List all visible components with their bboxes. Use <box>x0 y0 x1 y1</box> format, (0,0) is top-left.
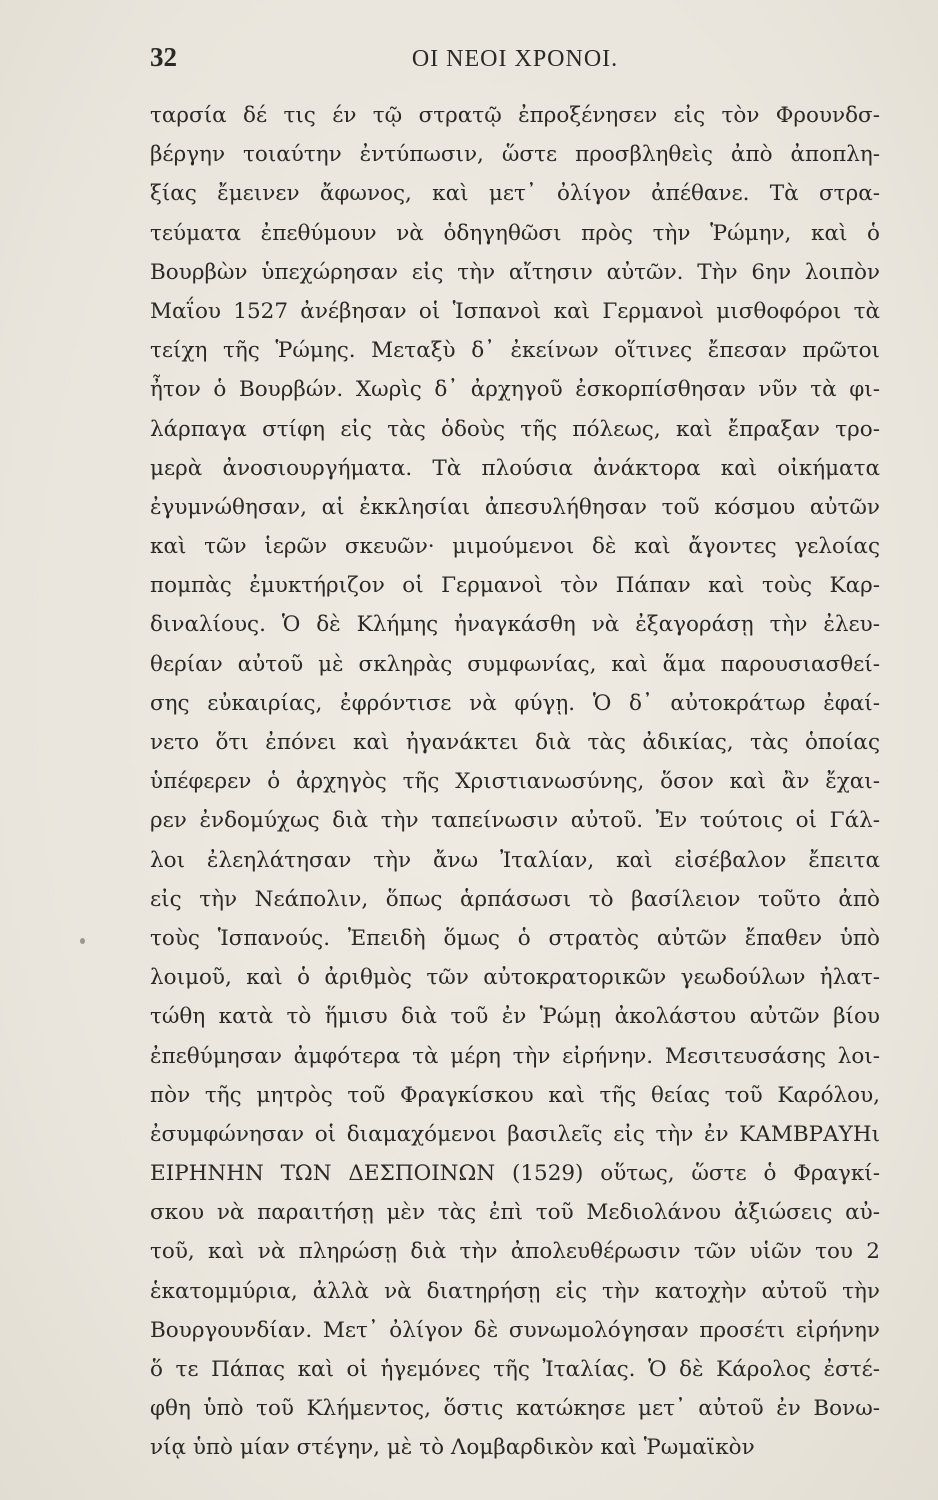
text-line: ἐσυμφώνησαν οἱ διαμαχόμενοι βασιλεῖς εἰς τὴν ἐν ΚΑΜΒΡΑΥΗι <box>150 1121 880 1147</box>
text-line: νετο ὅτι ἐπόνει καὶ ἠγανάκτει διὰ τὰς ἀδικίας, τὰς ὁποίας <box>150 730 880 755</box>
text-line: βέργην τοιαύτην ἐντύπωσιν, ὥστε προσβληθεὶς ἀπὸ ἀποπλη- <box>150 142 880 168</box>
text-line: Βουρβὼν ὑπεχώρησαν εἰς τὴν αἴτησιν αὐτῶν. Τὴν 6ην λοιπὸν <box>150 259 880 285</box>
text-line: τοὺς Ἱσπανούς. Ἐπειδὴ ὅμως ὁ στρατὸς αὐτῶν ἔπαθεν ὑπὸ <box>150 925 880 951</box>
text-line: λοιμοῦ, καὶ ὁ ἀριθμὸς τῶν αὐτοκρατορικῶν γεωδούλων ἠλατ- <box>150 965 880 991</box>
text-line: ΕΙΡΗΝΗΝ ΤΩΝ ΔΕΣΠΟΙΝΩΝ (1529) οὕτως, ὥστε ὁ Φραγκί- <box>150 1161 880 1187</box>
text-line: Μαΐου 1527 ἀνέβησαν οἱ Ἱσπανοὶ καὶ Γερμανοὶ μισθοφόροι τὰ <box>150 298 880 324</box>
text-line: τείχη τῆς Ῥώμης. Μεταξὺ δ᾽ ἐκείνων οἵτινες ἔπεσαν πρῶτοι <box>150 338 880 364</box>
text-line: σκου νὰ παραιτήσῃ μὲν τὰς ἐπὶ τοῦ Μεδιολάνου ἀξιώσεις αὐ- <box>150 1200 880 1226</box>
text-line: ἐπεθύμησαν ἀμφότερα τὰ μέρη τὴν εἰρήνην. Μεσιτευσάσης λοι- <box>150 1043 880 1069</box>
text-line: ἦτον ὁ Βουρβών. Χωρὶς δ᾽ ἀρχηγοῦ ἐσκορπίσθησαν νῦν τὰ φι- <box>150 377 880 403</box>
text-line: σης εὐκαιρίας, ἐφρόντισε νὰ φύγῃ. Ὁ δ᾽ αὐτοκράτωρ ἐφαί- <box>150 690 880 716</box>
text-line: νίᾳ ὑπὸ μίαν στέγην, μὲ τὸ Λομβαρδικὸν καὶ Ῥωμαϊκὸν <box>150 1435 755 1461</box>
ink-speck <box>80 938 85 944</box>
text-line: ρεν ἐνδομύχως διὰ τὴν ταπείνωσιν αὐτοῦ. Ἐν τούτοις οἱ Γάλ- <box>150 808 880 834</box>
text-line: ξίας ἔμεινεν ἄφωνος, καὶ μετ᾽ ὀλίγον ἀπέθανε. Τὰ στρα- <box>150 181 880 207</box>
text-line: τώθη κατὰ τὸ ἥμισυ διὰ τοῦ ἐν Ῥώμῃ ἀκολάστου αὐτῶν βίου <box>150 1004 880 1030</box>
text-line: ἑκατομμύρια, ἀλλὰ νὰ διατηρήσῃ εἰς τὴν κατοχὴν αὐτοῦ τὴν <box>150 1278 880 1304</box>
text-line: ταρσία δέ τις έν τῷ στρατῷ ἐπροξένησεν εἰς τὸν Φρουνδσ- <box>150 103 880 128</box>
text-line: μερὰ ἀνοσιουργήματα. Τὰ πλούσια ἀνάκτορα καὶ οἰκήματα <box>150 455 880 481</box>
text-line: πὸν τῆς μητρὸς τοῦ Φραγκίσκου καὶ τῆς θείας τοῦ Καρόλου, <box>150 1082 880 1108</box>
text-line: τεύματα ἐπεθύμουν νὰ ὁδηγηθῶσι πρὸς τὴν Ῥώμην, καὶ ὁ <box>150 220 880 246</box>
text-line: φθη ὑπὸ τοῦ Κλήμεντος, ὅστις κατώκησε μετ᾽ αὐτοῦ ἐν Βονω- <box>150 1396 880 1422</box>
text-line: τοῦ, καὶ νὰ πληρώσῃ διὰ τὴν ἀπολευθέρωσιν τῶν υἱῶν του 2 <box>150 1239 880 1265</box>
text-line: λοι ἐλεηλάτησαν τὴν ἄνω Ἰταλίαν, καὶ εἰσέβαλον ἔπειτα <box>150 847 880 873</box>
text-line: διναλίους. Ὁ δὲ Κλήμης ἠναγκάσθη νὰ ἐξαγοράσῃ τὴν ἐλευ- <box>150 612 880 638</box>
text-line: εἰς τὴν Νεάπολιν, ὅπως ἁρπάσωσι τὸ βασίλειον τοῦτο ἀπὸ <box>150 886 880 912</box>
text-line: ὑπέφερεν ὁ ἀρχηγὸς τῆς Χριστιανωσύνης, ὅσον καὶ ἂν ἔχαι- <box>150 769 880 795</box>
text-line: ὅ τε Πάπας καὶ οἱ ἡγεμόνες τῆς Ἰταλίας. Ὁ δὲ Κάρολος ἐστέ- <box>150 1357 880 1382</box>
text-line: λάρπαγα στίφη εἰς τὰς ὁδοὺς τῆς πόλεως, καὶ ἔπραξαν τρο- <box>150 416 880 442</box>
running-head: ΟΙ ΝΕΟΙ ΧΡΟΝΟΙ. <box>411 46 619 72</box>
text-line: θερίαν αὐτοῦ μὲ σκληρὰς συμφωνίας, καὶ ἅμα παρουσιασθεί- <box>150 651 880 677</box>
text-line: καὶ τῶν ἱερῶν σκευῶν· μιμούμενοι δὲ καὶ ἄγοντες γελοίας <box>150 534 880 560</box>
text-line: πομπὰς ἐμυκτήριζον οἱ Γερμανοὶ τὸν Πάπαν καὶ τοὺς Καρ- <box>150 573 880 599</box>
page-number: 32 <box>150 42 177 72</box>
text-line: ἐγυμνώθησαν, αἱ ἐκκλησίαι ἀπεσυλήθησαν τοῦ κόσμου αὐτῶν <box>150 494 880 520</box>
text-line: Βουργουνδίαν. Μετ᾽ ὀλίγον δὲ συνωμολόγησαν προσέτι εἰρήνην <box>150 1317 880 1343</box>
page-header <box>150 38 880 88</box>
body-text <box>150 96 880 1468</box>
